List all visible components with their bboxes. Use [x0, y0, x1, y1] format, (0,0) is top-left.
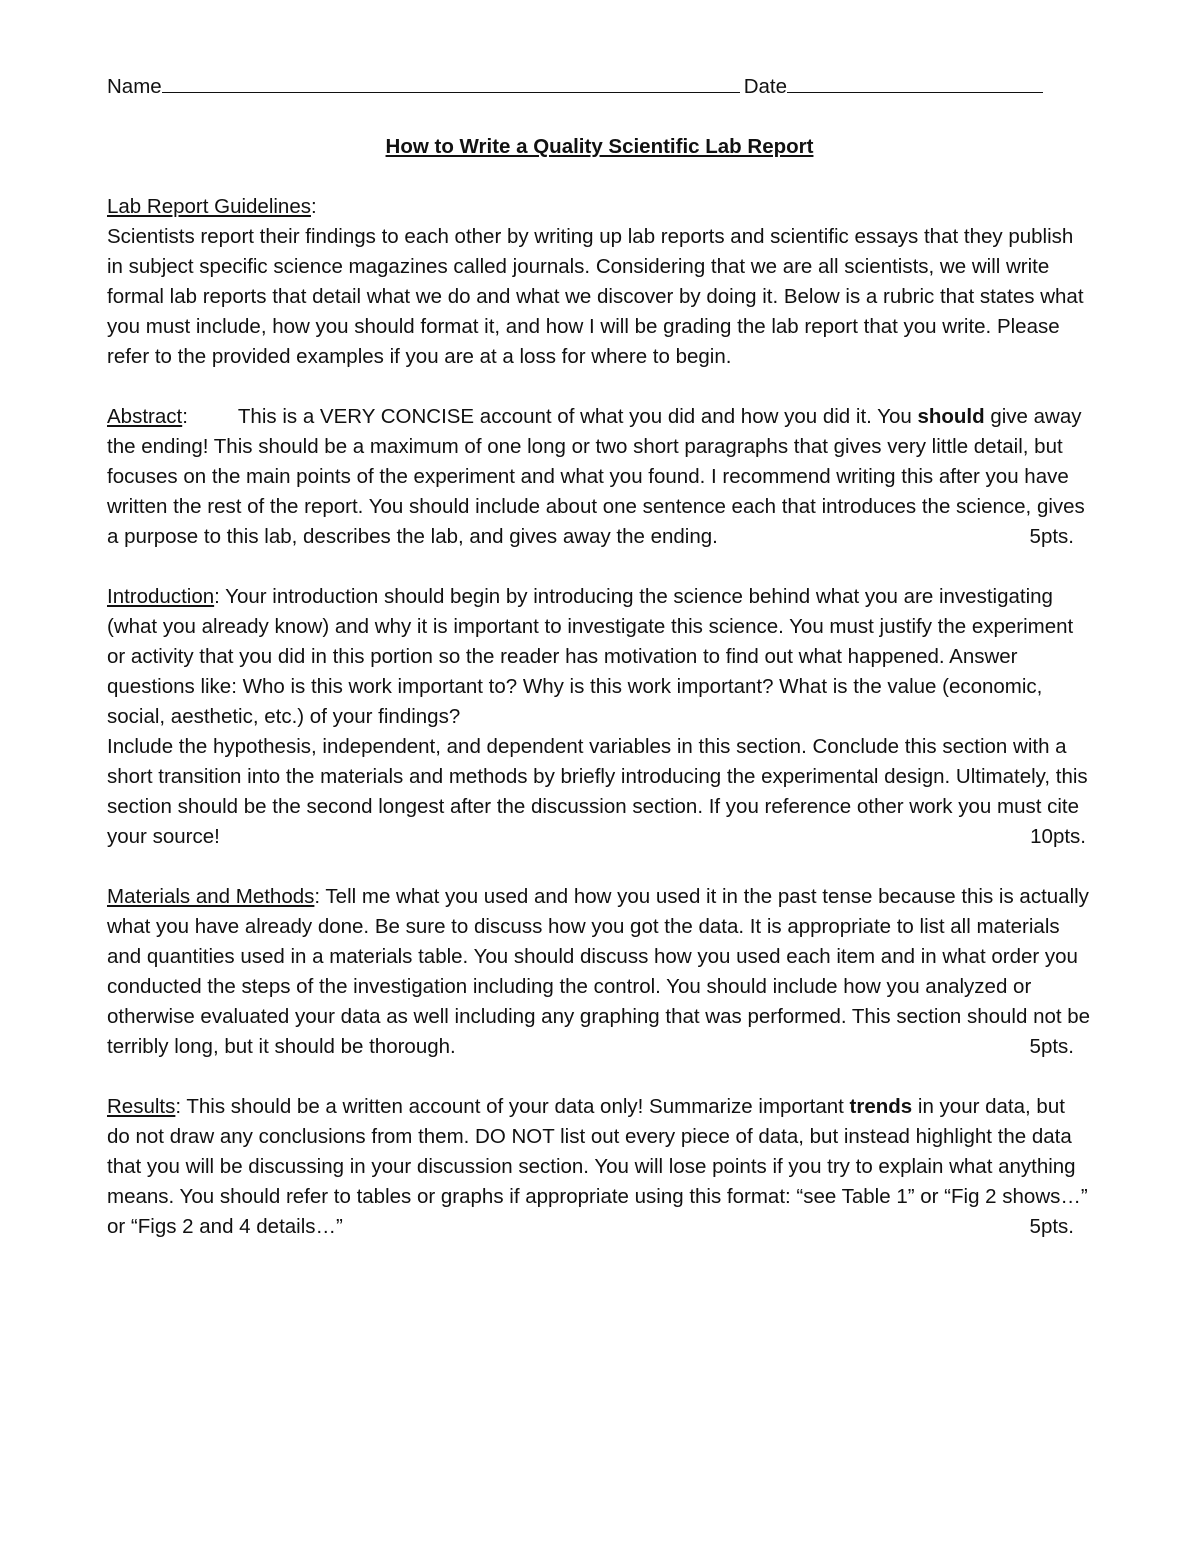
abstract-colon: :: [182, 405, 188, 428]
results-points: 5pts.: [1029, 1215, 1074, 1238]
materials-heading: Materials and Methods: [107, 885, 315, 908]
introduction-heading: Introduction: [107, 585, 215, 608]
results-paragraph: [107, 1092, 1092, 1242]
materials-text: Tell me what you used and how you used it in the past tense because this is actually what you have already done. Be sure to discuss how you got the data. It is appropriate to list all materials and quantities used in a materials table. You should discuss how you used each item and in what order you conducted the steps of the investigation including the control. You should include how you analyzed or otherwise evaluated your data as well including any graphing that was performed. This section should not be terribly long, but it should be thorough.: [107, 885, 1091, 1058]
materials-colon: :: [314, 885, 321, 908]
introduction-text-1: Your introduction should begin by introducing the science behind what you are investigating (what you already know) and why it is important to investigate this science. You must justify the experiment or activity that you did in this portion so the reader has motivation to find out what happened. Answer questions like: Who is this work important to? Why is this work important? What is the value (economic, social, aesthetic, etc.) of your findings?: [107, 585, 1074, 728]
document-page: [107, 72, 1092, 1272]
abstract-paragraph: [107, 402, 1092, 552]
introduction-colon: :: [214, 585, 220, 608]
introduction-paragraph-2: [107, 732, 1092, 852]
results-heading: Results: [107, 1095, 176, 1118]
guidelines-section: [107, 192, 1092, 372]
introduction-section: [107, 582, 1092, 852]
guidelines-heading-line: [107, 192, 1092, 222]
name-date-line: [107, 72, 1092, 102]
abstract-heading: Abstract: [107, 405, 183, 428]
introduction-points: 10pts.: [1030, 825, 1086, 848]
introduction-text-2: Include the hypothesis, independent, and dependent variables in this section. Conclude this section with a short transition into the materials and methods by briefly introducing the experimental design. Ultimately, this section should be the second longest after the discussion section. If you reference other work you must cite your source!: [107, 735, 1088, 848]
results-emphasis: trends: [849, 1095, 913, 1118]
results-text-2: in your data, but do not draw any conclusions from them. DO NOT list out every piece of data, but instead highlight the data that you will be discussing in your discussion section. You will lose points if you try to explain what anything means. You should refer to tables or graphs if appropriate using this format: “see Table 1” or “Fig 2 shows…” or “Figs 2 and 4 details…”: [107, 1095, 1088, 1238]
date-label: Date: [743, 75, 787, 98]
guidelines-colon: :: [311, 195, 317, 218]
name-label: Name: [107, 75, 162, 98]
abstract-points: 5pts.: [1029, 525, 1074, 548]
date-blank-field[interactable]: [787, 72, 1043, 93]
guidelines-heading: Lab Report Guidelines: [107, 195, 311, 218]
guidelines-text: Scientists report their findings to each other by writing up lab reports and scientific essays that they publish in subject specific science magazines called journals. Considering that we are all scientists, we will write formal lab reports that detail what we do and what we discover by doing it. Below is a rubric that states what you must include, how you should format it, and how I will be grading the lab report that you write. Please refer to the provided examples if you are at a loss for where to begin.: [107, 225, 1084, 368]
results-text-1: This should be a written account of your data only! Summarize important: [181, 1095, 850, 1118]
materials-paragraph: [107, 882, 1092, 1062]
materials-points: 5pts.: [1029, 1035, 1074, 1058]
results-section: [107, 1092, 1092, 1242]
results-colon: :: [175, 1095, 182, 1118]
document-title: How to Write a Quality Scientific Lab Report: [385, 135, 814, 158]
abstract-section: [107, 402, 1092, 552]
abstract-text-1: This is a VERY CONCISE account of what you did and how you did it. You: [237, 405, 918, 428]
abstract-emphasis: should: [917, 405, 985, 428]
name-blank-field[interactable]: [162, 72, 740, 93]
abstract-text-2: give away the ending! This should be a maximum of one long or two short paragraphs that gives very little detail, but focuses on the main points of the experiment and what you found. I recommend writing this after you have written the rest of the report. You should include about one sentence each that introduces the science, gives a purpose to this lab, describes the lab, and gives away the ending.: [107, 405, 1085, 548]
introduction-paragraph-1: [107, 582, 1092, 732]
materials-section: [107, 882, 1092, 1062]
